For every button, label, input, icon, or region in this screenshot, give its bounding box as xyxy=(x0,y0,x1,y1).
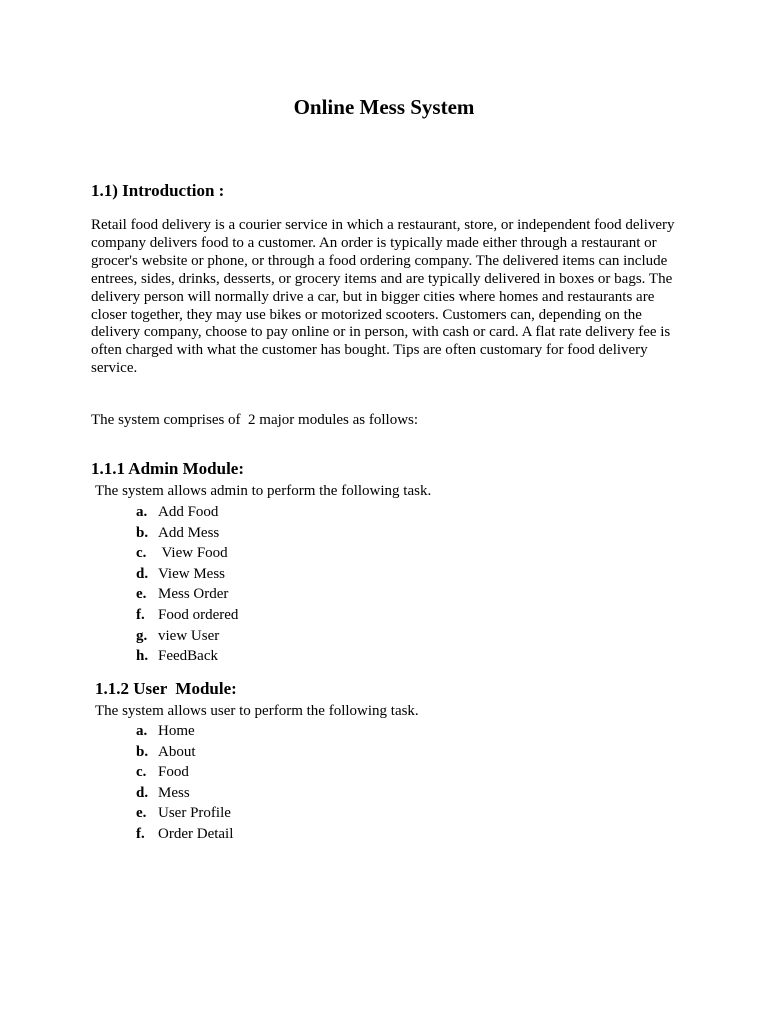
list-item-label: Add Food xyxy=(158,504,219,520)
list-marker: f. xyxy=(136,825,145,842)
list-item-label: view User xyxy=(158,627,220,644)
admin-module-heading: 1.1.1 Admin Module: xyxy=(91,459,245,478)
list-item-label: FeedBack xyxy=(158,648,218,665)
list-marker: c. xyxy=(136,545,147,562)
list-item-label: Home xyxy=(158,723,195,739)
list-item-label: Food xyxy=(158,764,189,781)
list-item-label: View Mess xyxy=(158,565,226,582)
user-module-heading: 1.1.2 User Module: xyxy=(95,679,237,698)
list-marker: a. xyxy=(136,504,148,520)
list-marker: b. xyxy=(136,524,149,541)
list-marker: d. xyxy=(136,565,149,582)
list-item-label: Order Detail xyxy=(158,825,234,842)
list-marker: c. xyxy=(136,764,147,781)
list-item-label: Mess Order xyxy=(158,586,229,603)
user-module-description: The system allows user to perform the following task. xyxy=(95,703,419,719)
list-marker: d. xyxy=(136,784,149,801)
introduction-heading: 1.1) Introduction : xyxy=(91,181,225,200)
document-title: Online Mess System xyxy=(293,95,475,119)
list-item-label: View Food xyxy=(158,545,228,562)
list-marker: h. xyxy=(136,648,149,665)
modules-summary: The system comprises of 2 major modules as follows: xyxy=(91,412,419,428)
list-item-label: About xyxy=(158,743,196,760)
list-marker: e. xyxy=(136,586,147,603)
list-marker: e. xyxy=(136,805,147,822)
list-marker: b. xyxy=(136,743,149,760)
list-item-label: Mess xyxy=(158,784,190,801)
list-item-label: Add Mess xyxy=(158,524,220,541)
admin-module-description: The system allows admin to perform the following task. xyxy=(95,483,432,499)
list-marker: a. xyxy=(136,723,148,739)
list-item-label: Food ordered xyxy=(158,606,239,623)
list-marker: f. xyxy=(136,606,145,623)
list-marker: g. xyxy=(136,627,148,644)
introduction-paragraph: Retail food delivery is a courier service in which a restaurant, store, or independent food delivery company delivers food to a customer. An order is typically made either through a restaurant or grocer's website or phone, or through a food ordering company. The delivered items can include entrees, sides, drinks, desserts, or grocery items and are typically delivered in boxes or bags. The delivery person will normally drive a car, but in bigger cities where homes and restaurants are closer together, they may use bikes or motorized scooters. Customers can, depending on the delivery company, choose to pay online or in person, with cash or card. A flat rate delivery fee is often charged with what the customer has bought. Tips are often customary for food delivery service. xyxy=(91,217,675,377)
list-item-label: User Profile xyxy=(158,805,231,822)
